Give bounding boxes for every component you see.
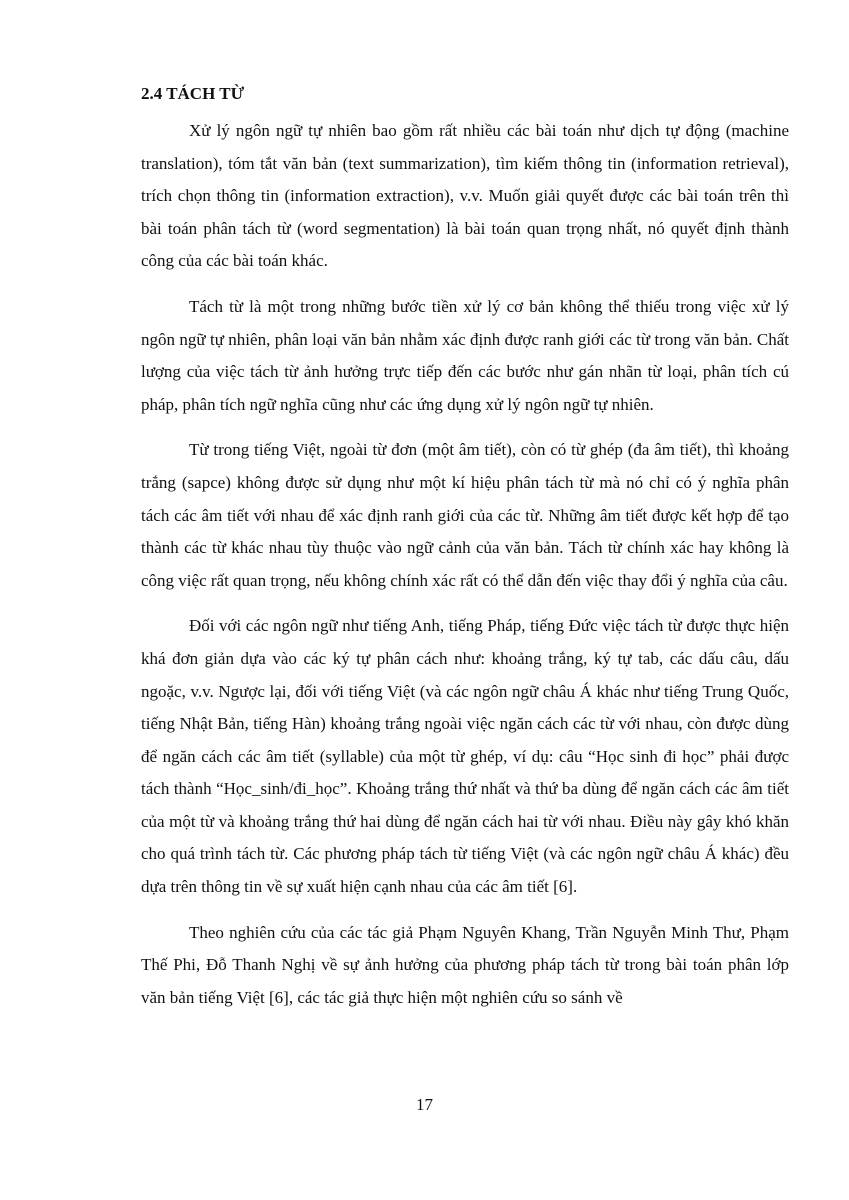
paragraph-5: Theo nghiên cứu của các tác giả Phạm Nguyên Khang, Trần Nguyễn Minh Thư, Phạm Thế Phi, Đỗ Thanh Nghị về sự ảnh hưởng của phương pháp tách từ trong bài toán phân lớp văn bản tiếng Việt [6], các tác giả thực hiện một nghiên cứu so sánh về: [141, 922, 789, 1007]
section-heading: 2.4 TÁCH TỪ: [141, 84, 245, 103]
section-body: [141, 115, 789, 1027]
page-number: 17: [416, 1095, 433, 1114]
paragraph-3: Từ trong tiếng Việt, ngoài từ đơn (một âm tiết), còn có từ ghép (đa âm tiết), thì khoảng trắng (sapce) không được sử dụng như một kí hiệu phân tách từ mà nó chỉ có ý nghĩa phân tách các âm tiết với nhau để xác định ranh giới của các từ. Những âm tiết được kết hợp để tạo thành các từ khác nhau tùy thuộc vào ngữ cảnh của văn bản. Tách từ chính xác hay không là công việc rất quan trọng, nếu không chính xác rất có thể dẫn đến việc thay đổi ý nghĩa của câu.: [141, 440, 789, 590]
paragraph-4: Đối với các ngôn ngữ như tiếng Anh, tiếng Pháp, tiếng Đức việc tách từ được thực hiện khá đơn giản dựa vào các ký tự phân cách như: khoảng trắng, ký tự tab, các dấu câu, dấu ngoặc, v.v. Ngược lại, đối với tiếng Việt (và các ngôn ngữ châu Á khác như tiếng Trung Quốc, tiếng Nhật Bản, tiếng Hàn) khoảng trắng ngoài việc ngăn cách các từ với nhau, còn được dùng để ngăn cách các âm tiết (syllable) của một từ ghép, ví dụ: câu “Học sinh đi học” phải được tách thành “Học_sinh/đi_học”. Khoảng trắng thứ nhất và thứ ba dùng để ngăn cách các âm tiết của một từ và khoảng trắng thứ hai dùng để ngăn cách hai từ với nhau. Điều này gây khó khăn cho quá trình tách từ. Các phương pháp tách từ tiếng Việt (và các ngôn ngữ châu Á khác) đều dựa trên thông tin về sự xuất hiện cạnh nhau của các âm tiết [6].: [141, 616, 789, 897]
paragraph-2: Tách từ là một trong những bước tiền xử lý cơ bản không thể thiếu trong việc xử lý ngôn ngữ tự nhiên, phân loại văn bản nhằm xác định được ranh giới các từ trong văn bản. Chất lượng của việc tách từ ảnh hưởng trực tiếp đến các bước như gán nhãn từ loại, phân tích cú pháp, phân tích ngữ nghĩa cũng như các ứng dụng xử lý ngôn ngữ tự nhiên.: [141, 296, 789, 414]
paragraph-1: Xử lý ngôn ngữ tự nhiên bao gồm rất nhiều các bài toán như dịch tự động (machine translation), tóm tắt văn bản (text summarization), tìm kiếm thông tin (information retrieval), trích chọn thông tin (information extraction), v.v. Muốn giải quyết được các bài toán trên thì bài toán phân tách từ (word segmentation) là bài toán quan trọng nhất, nó quyết định thành công của các bài toán khác.: [141, 121, 789, 271]
